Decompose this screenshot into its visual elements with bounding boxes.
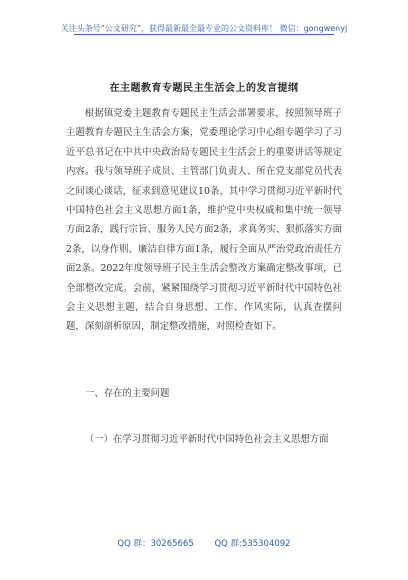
document-title: 在主题教育专题民主生活会上的发言提纲 [109, 83, 299, 94]
document-body [66, 104, 342, 337]
footer-qq-group-1: QQ 群：30265665 [117, 539, 194, 549]
header-banner: 关注头条号“公文研究”，获得最新最全最专业的公文资料库！ 微信：gongwenyj [60, 24, 348, 33]
sub-heading: （一）在学习贯彻习近平新时代中国特色社会主义思想方面 [84, 434, 329, 445]
footer [0, 537, 408, 549]
body-paragraph: 根据镇党委主题教育专题民主生活会部署要求，按照领导班子主题教育专题民主生活会方案，党委理论学习中心组专题学习了习近平总书记在中共中央政治局专题民主生活会上的重要讲话等规定内容。我与领导班子成员、主管部门负责人、所在党支部党员代表之间谈心谈话，征求到意见建议10条，其中学习贯彻习近平新时代中国特色社会主义思想方面1条，维护党中央权威和集中统一领导方面2条，践行宗旨、服务人民方面2条，求真务实、狠抓落实方面2条，以身作则、廉洁自律方面1条，履行全面从严治党政治责任方面2条。2022年度领导班子民主生活会整改方案确定整改事项，已全部整改完成。会前，紧紧围绕学习贯彻习近平新时代中国特色社会主义思想主题，结合自身思想、工作、作风实际，认真查摆问题，深刻剖析原因，制定整改措施，对照检查如下。 [66, 108, 342, 333]
footer-qq-group-2: QQ 群:535304092 [214, 539, 291, 549]
header-divider [74, 34, 334, 35]
section-heading: 一、存在的主要问题 [85, 388, 170, 399]
